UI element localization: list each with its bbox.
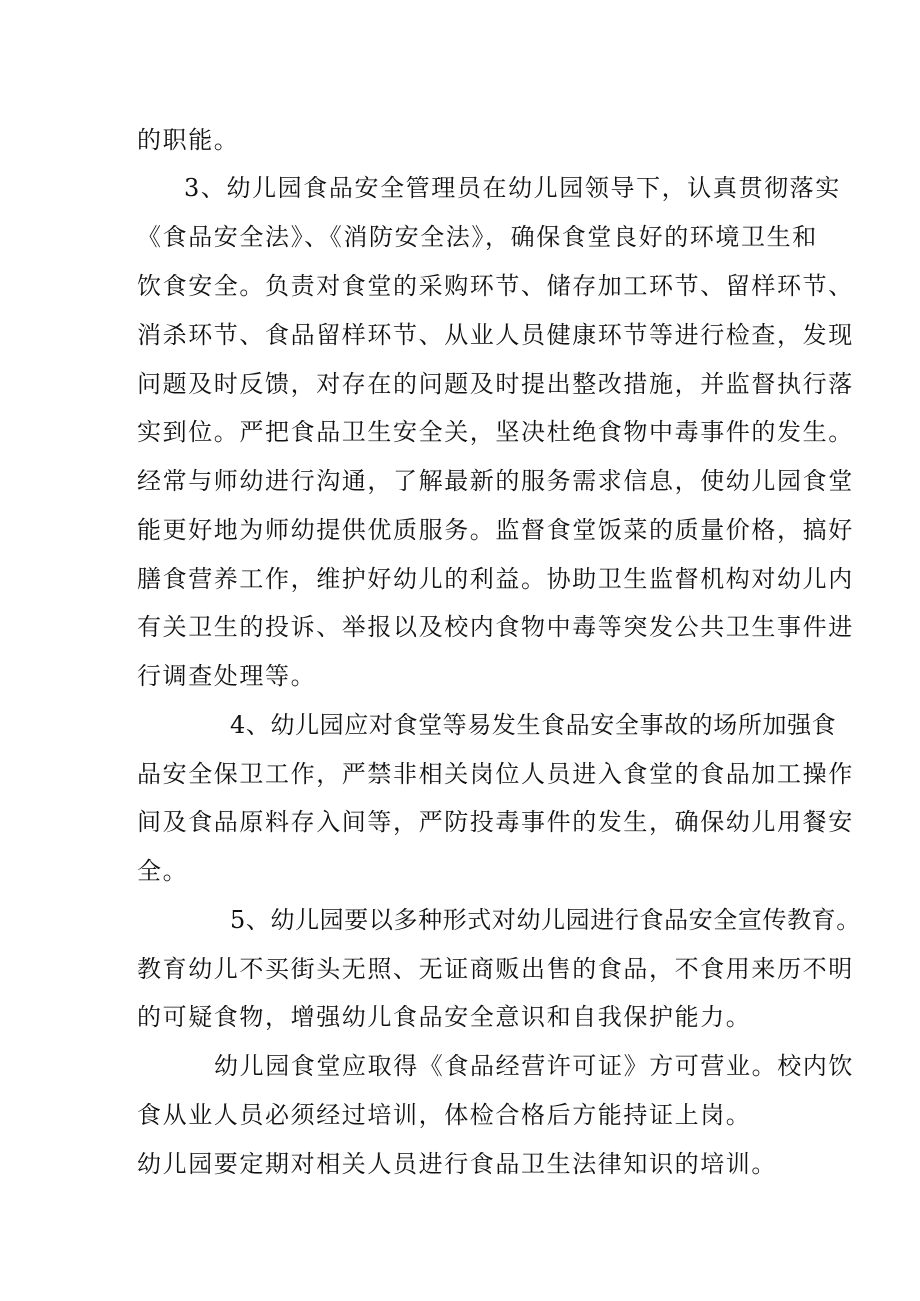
text-line: 饮食安全。负责对食堂的采购环节、储存加工环节、留样环节、	[137, 272, 854, 300]
text-line: 3、幼儿园食品安全管理员在幼儿园领导下，认真贯彻落实	[184, 174, 841, 202]
text-line: 的职能。	[137, 126, 240, 154]
text-line: 全。	[137, 857, 189, 885]
text-line: 行调查处理等。	[137, 662, 317, 690]
text-line: 间及食品原料存入间等，严防投毒事件的发生，确保幼儿用餐安	[137, 808, 854, 836]
text-line: 经常与师幼进行沟通，了解最新的服务需求信息，使幼儿园食堂	[137, 467, 854, 495]
text-line: 《食品安全法》、《消防安全法》，确保食堂良好的环境卫生和	[137, 223, 818, 251]
text-line: 幼儿园要定期对相关人员进行食品卫生法律知识的培训。	[137, 1150, 777, 1178]
text-line: 品安全保卫工作，严禁非相关岗位人员进入食堂的食品加工操作	[137, 760, 854, 788]
text-line: 能更好地为师幼提供优质服务。监督食堂饭菜的质量价格，搞好	[137, 516, 854, 544]
text-line: 问题及时反馈，对存在的问题及时提出整改措施，并监督执行落	[137, 370, 854, 398]
text-line: 食从业人员必须经过培训，体检合格后方能持证上岗。	[137, 1101, 752, 1129]
text-line: 5、幼儿园要以多种形式对幼儿园进行食品安全宣传教育。	[230, 906, 861, 934]
text-line: 膳食营养工作，维护好幼儿的利益。协助卫生监督机构对幼儿内	[137, 565, 854, 593]
text-line: 实到位。严把食品卫生安全关，坚决杜绝食物中毒事件的发生。	[137, 418, 854, 446]
text-line: 4、幼儿园应对食堂等易发生食品安全事故的场所加强食	[230, 711, 837, 739]
text-line: 消杀环节、食品留样环节、从业人员健康环节等进行检查，发现	[137, 321, 854, 349]
text-line: 幼儿园食堂应取得《食品经营许可证》方可营业。校内饮	[214, 1052, 854, 1080]
text-line: 的可疑食物，增强幼儿食品安全意识和自我保护能力。	[137, 1003, 752, 1031]
text-line: 有关卫生的投诉、举报以及校内食物中毒等突发公共卫生事件进	[137, 613, 854, 641]
text-line: 教育幼儿不买街头无照、无证商贩出售的食品，不食用来历不明	[137, 955, 854, 983]
